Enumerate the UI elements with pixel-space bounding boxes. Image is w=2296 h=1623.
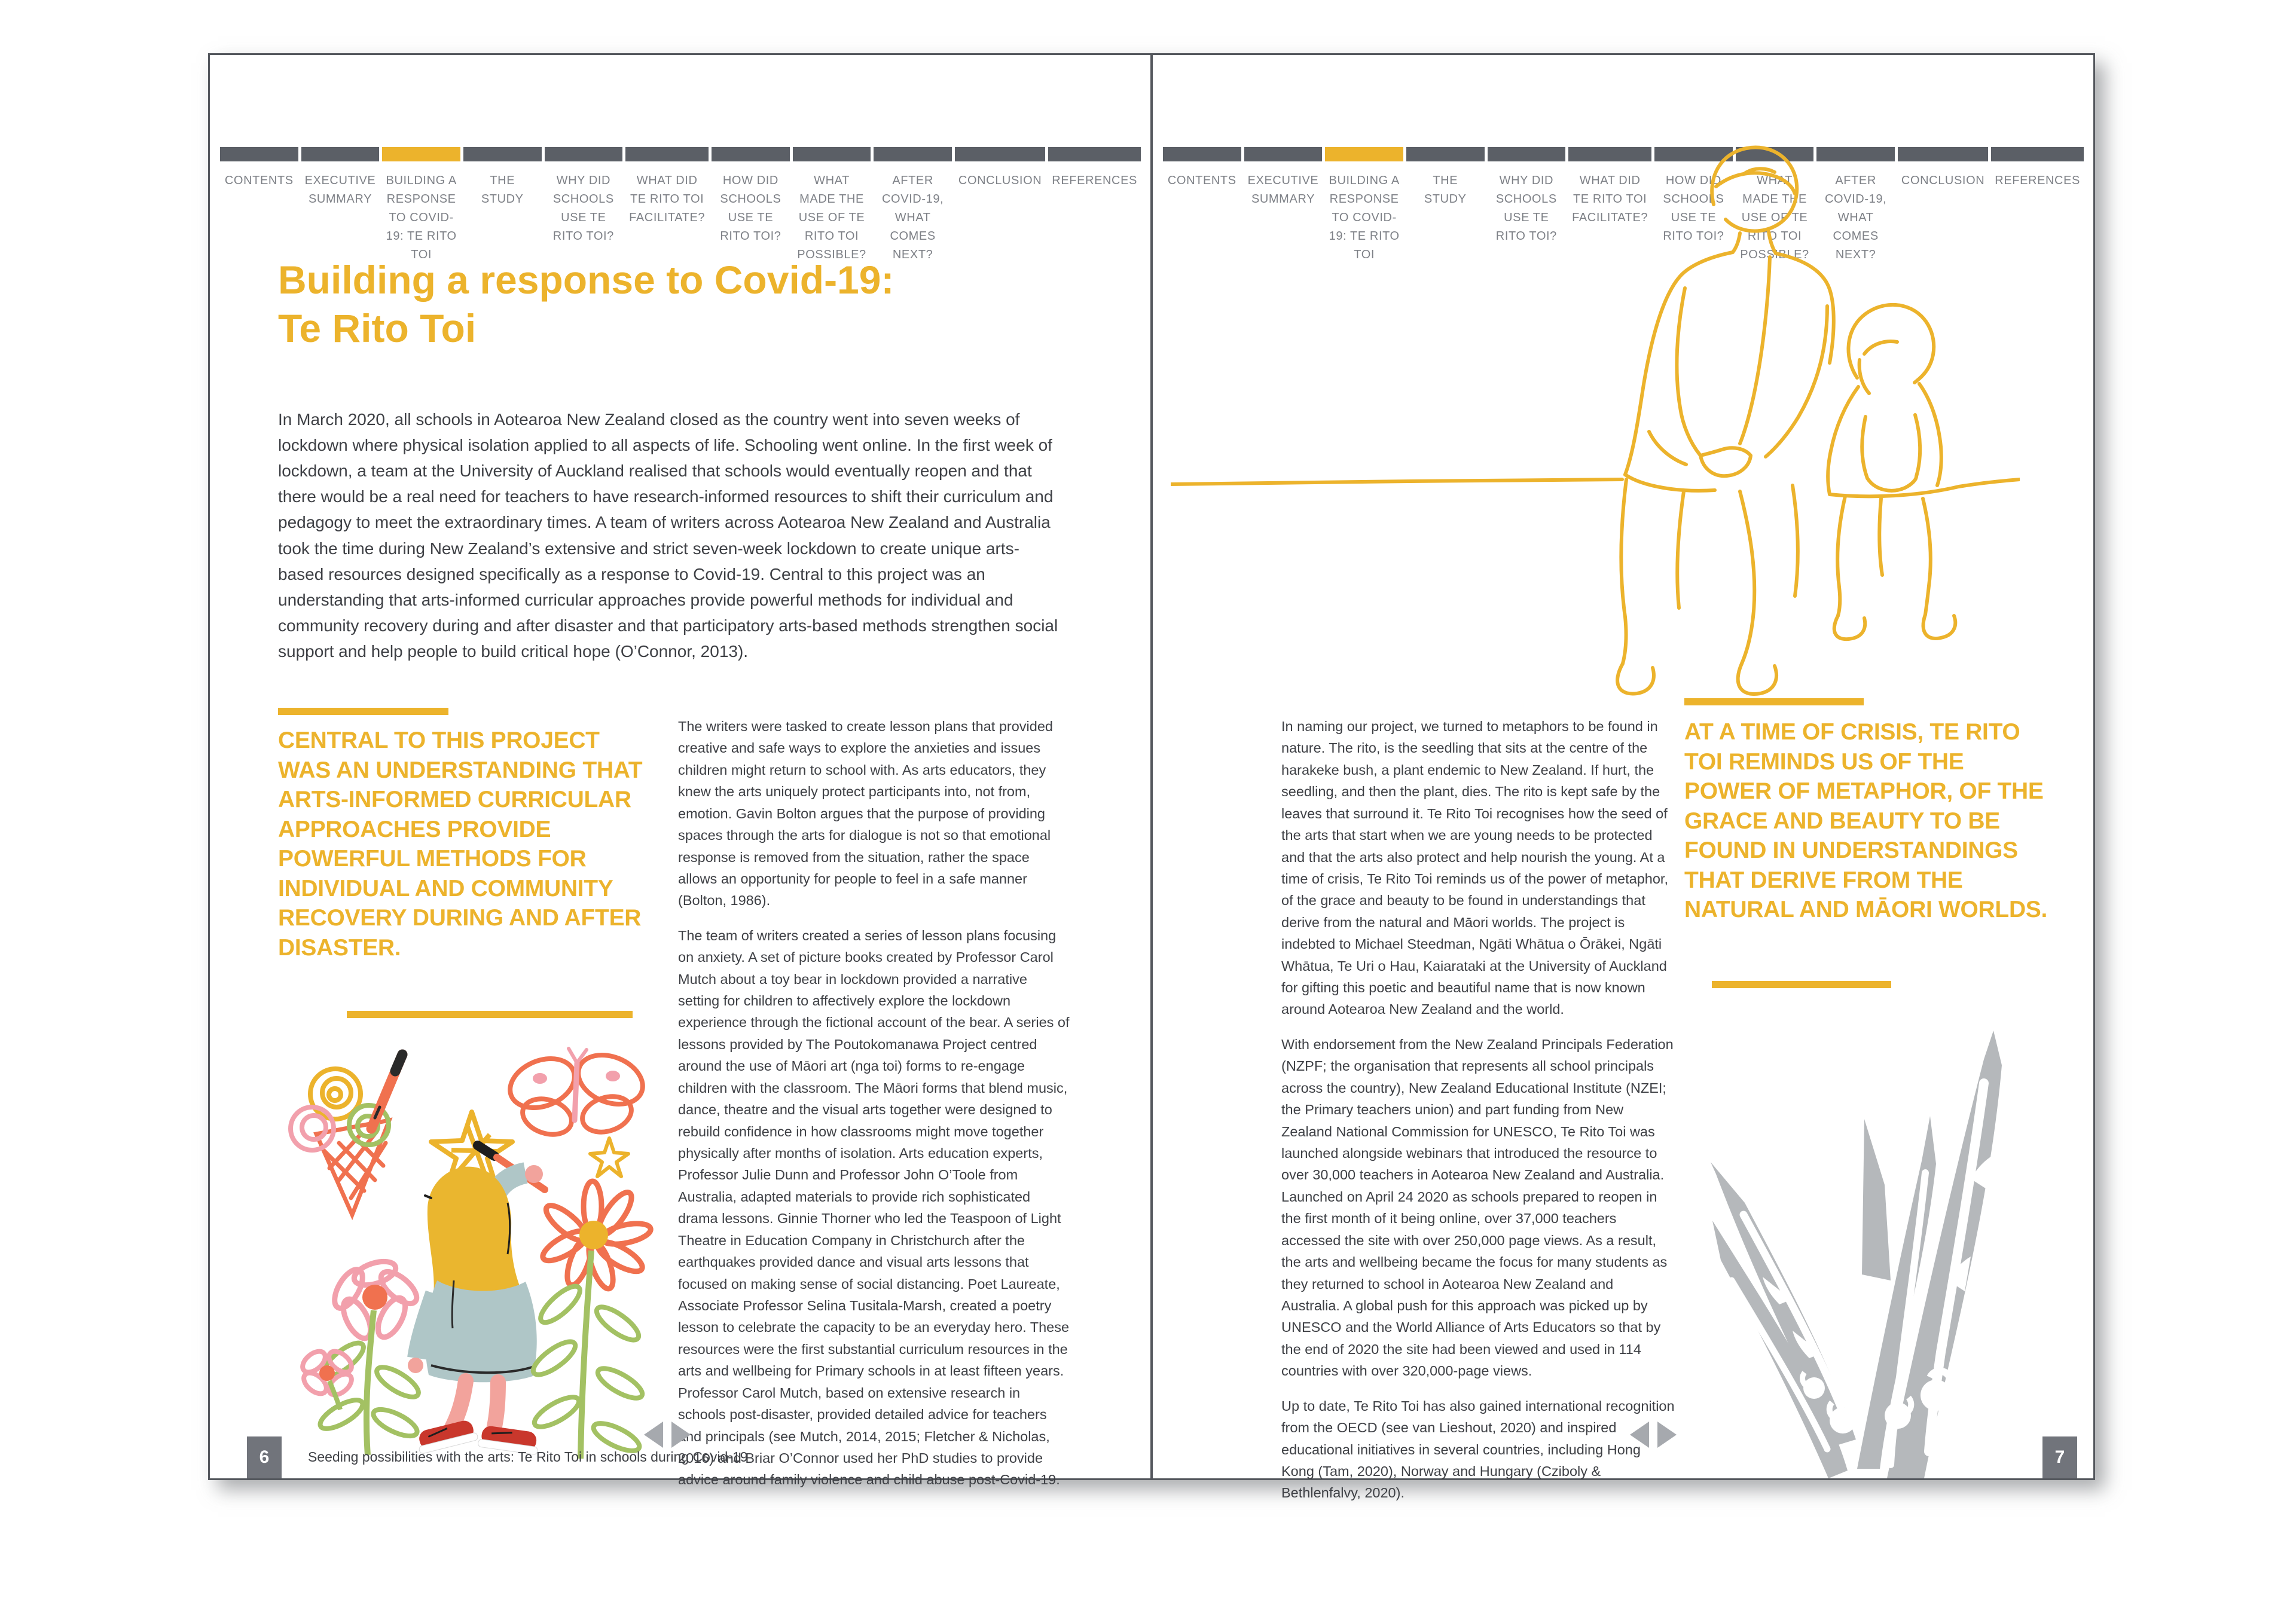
pull-quote-right: AT A TIME OF CRISIS, TE RITO TOI REMINDS US OF THE POWER OF METAPHOR, OF THE GRACE AND BEAUTY TO BE FOUND IN UNDERSTANDINGS THAT DERIVE FROM THE NATURAL AND MĀORI WORLDS. xyxy=(1684,719,2048,923)
nav-tab-bar xyxy=(220,147,298,161)
nav-tab[interactable] xyxy=(220,147,298,264)
page-title: Building a response to Covid-19: Te Rito Toi xyxy=(278,258,894,350)
nav-tab-label: WHAT MADE THE USE OF TE RITO TOI POSSIBLE? xyxy=(797,174,866,261)
nav-tab-label: AFTER COVID-19, WHAT COMES NEXT? xyxy=(1825,174,1887,261)
body-paragraph: Up to date, Te Rito Toi has also gained international recognition from the OECD (see van Lieshout, 2020) and inspired educational initiatives in several countries, including Hong Kong (Tam, 2020), Norway and Hungary (Cziboly & Bethlenfalvy, 2020). xyxy=(1281,1398,1675,1501)
nav-tab-bar xyxy=(545,147,623,161)
body-paragraph: With endorsement from the New Zealand Principals Federation (NZPF; the organisation that represents all school principals across the country), New Zealand Educational Institute (NZEI; the Primary teachers union) and part funding from New Zealand National Commission for UNESCO, Te Rito Toi was launched alongside webinars that introduced the resource to over 30,000 teachers in Aotearoa New Zealand and Australia. Launched on April 24 2020 as schools prepared to reopen in the first month of it being online, over 37,000 teachers accessed the site with over 250,000 page views. As a result, the arts and wellbeing became the focus for many students as they returned to school in Aotearoa New Zealand and Australia. A global push for this approach was picked up by UNESCO and the World Alliance of Arts Educators so that by the end of 2020 the site had been viewed and used in 114 countries with over 320,000-page views. xyxy=(1281,1036,1674,1379)
nav-tab-bar xyxy=(793,147,871,161)
nav-tab[interactable] xyxy=(874,147,952,264)
body-paragraph: The writers were tasked to create lesson plans that provided creative and safe ways to explore the anxieties and issues children might return to school with. As arts educators, they knew the arts uniquely protect participants into, not from, emotion. Gavin Bolton argues that the purpose of providing spaces through the arts for dialogue is not so that emotional response is removed from the situation, rather the space allows an opportunity for people to feel in a safe manner (Bolton, 1986). xyxy=(678,719,1053,909)
adult-and-child-line-art xyxy=(1171,97,2020,701)
nav-tab-label: REFERENCES xyxy=(1995,174,2080,187)
nav-tab-bar xyxy=(712,147,790,161)
nav-tab[interactable] xyxy=(463,147,542,264)
page-seam xyxy=(1150,55,1153,1478)
nav-tab[interactable] xyxy=(625,147,709,264)
nav-tab[interactable] xyxy=(301,147,380,264)
page-number-badge: 7 xyxy=(2042,1436,2077,1478)
nav-tabs xyxy=(220,147,1141,264)
pull-quote-rule-top xyxy=(278,708,448,715)
nav-tab-bar xyxy=(463,147,542,161)
page-6 xyxy=(210,55,1150,1488)
nav-tab-bar xyxy=(382,147,460,161)
nav-tab-label: AFTER COVID-19, WHAT COMES NEXT? xyxy=(882,174,944,261)
nav-tab-label: THE STUDY xyxy=(481,174,524,206)
nav-tab-label: CONTENTS xyxy=(1167,174,1236,187)
body-paragraph: In naming our project, we turned to metaphors to be found in nature. The rito, is the seedling that sits at the centre of the harakeke bush, a plant endemic to New Zealand. If hurt, the seedling, and then the plant, dies. The rito is kept safe by the leaves that surround it. Te Rito Toi recognises how the seed of the arts that start when we are young needs to be protected and that the arts also protect and help nourish the young. At a time of crisis, Te Rito Toi reminds us of the power of metaphor, of the grace and beauty to be found in understandings that derive from the natural and Māori worlds. The project is indebted to Michael Steedman, Ngāti Whātua o Ōrākei, Ngāti Whātua, Te Uri o Hau, Kaiarataki at the University of Auckland for gifting this poetic and beautiful name that is now known around Aotearoa New Zealand and the world. xyxy=(1281,719,1668,1017)
intro-paragraph: In March 2020, all schools in Aotearoa New Zealand closed as the country went into seven weeks of lockdown where physical isolation applied to all aspects of life. Schooling went online. In the first week of lockdown, a team at the University of Auckland realised that schools would eventually reopen and that there would be a real need for teachers to have research-informed resources to shift their curriculum and pedagogy to meet the extraordinary times. A team of writers across Aotearoa New Zealand and Australia took the time during New Zealand’s extensive and strict seven-week lockdown to create unique arts-based resources designed specifically as a response to Covid-19. Central to this project was an understanding that arts-informed curricular approaches provide powerful methods for individual and community recovery during and after disaster and that participatory arts-based methods strengthen social support and help people to build critical hope (O’Connor, 2013). xyxy=(278,410,1058,661)
pull-quote-rule-top xyxy=(1684,698,1864,705)
prev-page-arrow[interactable] xyxy=(1630,1422,1649,1448)
footer-report-title: Seeding possibilities with the arts: Te Rito Toi in schools during Covid-19 xyxy=(308,1449,748,1465)
nav-tab-label: EXECUTIVE SUMMARY xyxy=(304,174,376,206)
nav-tab-label: CONCLUSION xyxy=(1901,174,1985,187)
nav-tab-label: WHY DID SCHOOLS USE TE RITO TOI? xyxy=(1495,174,1557,243)
nav-tab-label: WHY DID SCHOOLS USE TE RITO TOI? xyxy=(552,174,614,243)
pull-quote-rule-bottom xyxy=(347,1011,633,1018)
nav-tab-label: REFERENCES xyxy=(1052,174,1137,187)
next-page-arrow[interactable] xyxy=(671,1422,691,1448)
nav-tab-label: CONTENTS xyxy=(224,174,294,187)
nav-tab-label: HOW DID SCHOOLS USE TE RITO TOI? xyxy=(1663,174,1724,243)
nav-tab-bar xyxy=(955,147,1045,161)
nav-tab-label: EXECUTIVE SUMMARY xyxy=(1247,174,1319,206)
prev-page-arrow[interactable] xyxy=(644,1422,663,1448)
page-number-badge: 6 xyxy=(247,1436,282,1478)
nav-tab-label: CONCLUSION xyxy=(958,174,1042,187)
body-column xyxy=(678,716,1071,1504)
nav-tab[interactable] xyxy=(712,147,790,264)
nav-tab[interactable] xyxy=(1048,147,1141,264)
nav-tab-bar xyxy=(874,147,952,161)
nav-tab-label: WHAT MADE THE USE OF TE RITO TOI POSSIBLE? xyxy=(1740,174,1809,261)
harakeke-koru-plant-illustration xyxy=(1708,1023,2114,1478)
nav-tab-label: HOW DID SCHOOLS USE TE RITO TOI? xyxy=(720,174,781,243)
nav-tab-label: WHAT DID TE RITO TOI FACILITATE? xyxy=(1572,174,1648,224)
page-nav-arrows xyxy=(1630,1422,1677,1448)
pull-quote-left: CENTRAL TO THIS PROJECT WAS AN UNDERSTANDING THAT ARTS-INFORMED CURRICULAR APPROACHES PROVIDE POWERFUL METHODS FOR INDIVIDUAL AND COMMUNITY RECOVERY DURING AND AFTER DISASTER. xyxy=(278,728,643,961)
pull-quote-rule-bottom xyxy=(1712,981,1891,988)
nav-tab[interactable] xyxy=(545,147,623,264)
nav-tab-label: THE STUDY xyxy=(1424,174,1467,206)
nav-tab[interactable] xyxy=(382,147,460,264)
nav-tab-bar xyxy=(625,147,709,161)
body-column xyxy=(1281,716,1675,1517)
next-page-arrow[interactable] xyxy=(1657,1422,1677,1448)
nav-tab-bar xyxy=(301,147,380,161)
nav-tab-label: BUILDING A RESPONSE TO COVID-19: TE RITO TOI xyxy=(386,174,457,261)
page-7 xyxy=(1153,55,2093,1501)
page-nav-arrows xyxy=(644,1422,691,1448)
nav-tab[interactable] xyxy=(793,147,871,264)
nav-tab-label: WHAT DID TE RITO TOI FACILITATE? xyxy=(629,174,706,224)
nav-tab-label: BUILDING A RESPONSE TO COVID-19: TE RITO TOI xyxy=(1329,174,1400,261)
girl-painting-illustration xyxy=(274,1023,660,1466)
body-paragraph: The team of writers created a series of lesson plans focusing on anxiety. A set of picture books created by Professor Carol Mutch about a toy bear in lockdown provided a narrative setting for children to affectively explore the lockdown experience through the fictional account of the bear. A series of lessons provided by The Poutokomanawa Project centred around the use of Māori art (nga toi) forms to re-engage children with the classroom. The Māori forms that blend music, dance, theatre and the visual arts together were designed to rebuild confidence in how classrooms might move together physically after months of isolation. Arts education experts, Professor Julie Dunn and Professor John O’Toole from Australia, adapted materials to provide rich sophisticated drama lessons. Ginnie Thorner who led the Teaspoon of Light Theatre in Education Company in Christchurch after the earthquakes provided dance and visual arts lessons that focused on making sense of social distancing. Poet Laureate, Associate Professor Selina Tusitala-Marsh, created a poetry lesson to celebrate the capacity to be an everyday hero. These resources were the first substantial curriculum resources in the arts and wellbeing for Primary schools in at least fifteen years. Professor Carol Mutch, based on extensive research in schools post-disaster, provided detailed advice for teachers and principals (see Mutch, 2014, 2015; Fletcher & Nicholas, 2016) and Briar O’Connor used her PhD studies to provide advice around family violence and child abuse post-Covid-19. xyxy=(678,927,1070,1488)
nav-tab[interactable] xyxy=(955,147,1045,264)
document-spread xyxy=(208,53,2095,1501)
nav-tab-bar xyxy=(1048,147,1141,161)
